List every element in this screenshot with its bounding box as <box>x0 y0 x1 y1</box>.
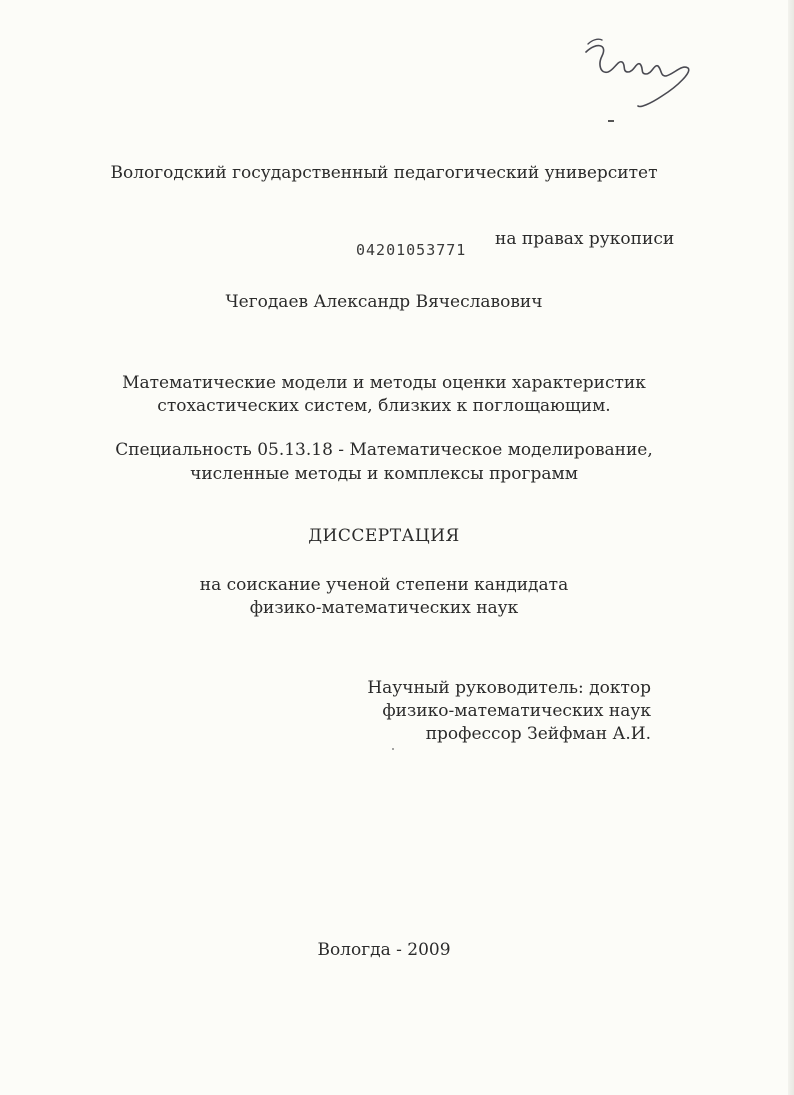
supervisor-line-2: физико-математических наук <box>382 701 651 721</box>
degree-line-2: физико-математических наук <box>249 598 519 618</box>
dissertation-title-line-2: стохастических систем, близких к поглощающим. <box>157 396 611 416</box>
page-edge-shadow <box>788 0 794 1095</box>
supervisor-line-3: профессор Зейфман А.И. <box>425 724 651 744</box>
handwritten-signature <box>578 30 718 120</box>
supervisor-line-1: Научный руководитель: доктор <box>367 678 651 698</box>
city-year: Вологда - 2009 <box>317 940 451 960</box>
degree-line-1: на соискание ученой степени кандидата <box>199 575 569 595</box>
author-name: Чегодаев Александр Вячеславович <box>225 292 543 312</box>
specialty-line-2: численные методы и комплексы программ <box>190 464 578 484</box>
scan-speck <box>392 748 394 750</box>
dissertation-title-line-1: Математические модели и методы оценки характеристик <box>122 373 646 393</box>
specialty-line-1: Специальность 05.13.18 - Математическое моделирование, <box>115 440 653 460</box>
document-type: ДИССЕРТАЦИЯ <box>308 526 460 546</box>
pen-mark <box>608 120 614 122</box>
university-name: Вологодский государственный педагогический университет <box>110 163 658 183</box>
manuscript-rights-note: на правах рукописи <box>495 229 675 249</box>
inventory-number-stamp: 04201053771 <box>356 241 467 259</box>
